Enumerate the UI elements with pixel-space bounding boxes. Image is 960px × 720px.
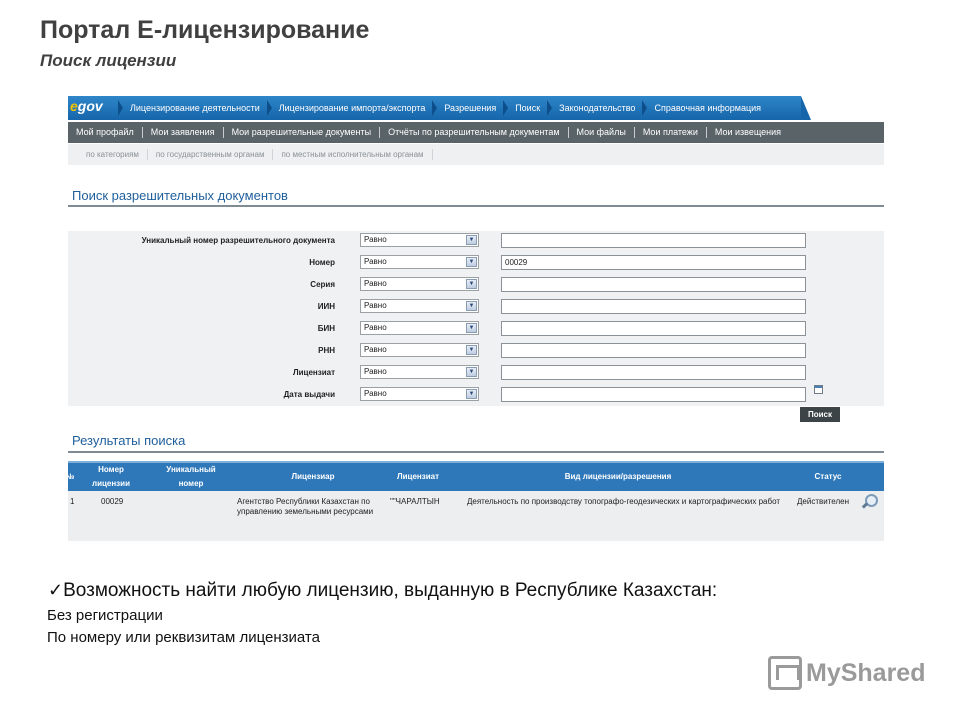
category-nav [68, 144, 884, 165]
top-nav-item-legislation[interactable]: Законодательство [547, 96, 642, 120]
form-label: ИИН [317, 302, 335, 311]
cat-nav-item-local-bodies[interactable]: по местным исполнительным органам [273, 149, 432, 160]
operator-select[interactable]: Равно ▼ [360, 233, 479, 247]
form-row-series [68, 275, 884, 297]
column-header-num: № [65, 472, 75, 481]
sub-nav-item-notices[interactable]: Мои извещения [714, 127, 782, 137]
form-row-number [68, 253, 884, 275]
egov-logo[interactable]: egov [70, 98, 103, 114]
column-header-license-number: Номер лицензии [91, 465, 130, 488]
cell-licensor: Агентство Республики Казахстан по управлению земельными ресурсами [237, 497, 374, 516]
column-header-licensee: Лицензиат [397, 472, 439, 481]
top-nav-item-reference[interactable]: Справочная информация [642, 96, 768, 120]
issue-date-input[interactable] [501, 387, 806, 402]
sub-nav [68, 122, 884, 143]
cell-license-number: 00029 [101, 497, 124, 506]
operator-select[interactable]: Равно ▼ [360, 365, 479, 379]
top-nav-item-search[interactable]: Поиск [503, 96, 547, 120]
form-row-bin [68, 319, 884, 341]
operator-select[interactable]: Равно ▼ [360, 321, 479, 335]
operator-select[interactable]: Равно ▼ [360, 277, 479, 291]
slide-subtitle: Поиск лицензии [40, 51, 177, 70]
operator-select[interactable]: Равно ▼ [360, 343, 479, 357]
divider [68, 205, 884, 207]
cell-num: 1 [70, 497, 75, 506]
column-header-unique-number: Уникальный номер [166, 465, 216, 488]
search-form [68, 231, 884, 406]
watermark-text: MyShared [806, 658, 926, 687]
operator-select[interactable]: Равно ▼ [360, 299, 479, 313]
sub-nav-item-reports[interactable]: Отчёты по разрешительным документам [380, 127, 568, 138]
chevron-down-icon[interactable]: ▼ [466, 257, 477, 267]
bullet-main: ✓Возможность найти любую лицензию, выданную в Республике Казахстан: [48, 580, 718, 601]
results-section-title: Результаты поиска [72, 433, 186, 448]
form-label: Серия [310, 280, 335, 289]
top-nav-item-permits[interactable]: Разрешения [432, 96, 503, 120]
series-input[interactable] [501, 277, 806, 292]
form-row-issue-date [68, 385, 884, 407]
sub-nav-item-files[interactable]: Мои файлы [569, 127, 635, 138]
chevron-down-icon[interactable]: ▼ [466, 367, 477, 377]
chevron-down-icon[interactable]: ▼ [466, 301, 477, 311]
chevron-down-icon[interactable]: ▼ [466, 345, 477, 355]
form-row-licensee [68, 363, 884, 385]
form-label: РНН [318, 346, 335, 355]
search-button[interactable]: Поиск [800, 407, 840, 422]
form-row-iin [68, 297, 884, 319]
column-header-status: Статус [814, 472, 842, 481]
table-row[interactable] [68, 491, 884, 541]
sub-nav-item-profile[interactable]: Мой профайл [68, 127, 143, 138]
sub-nav-item-permit-docs[interactable]: Мои разрешительные документы [224, 127, 381, 138]
chevron-down-icon[interactable]: ▼ [466, 323, 477, 333]
form-row-rnn [68, 341, 884, 363]
iin-input[interactable] [501, 299, 806, 314]
chevron-down-icon[interactable]: ▼ [466, 235, 477, 245]
portal-screenshot [65, 96, 884, 542]
form-row-unique-number [68, 231, 884, 253]
bullet-sub-1: Без регистрации [47, 607, 163, 624]
slide-title: Портал Е-лицензирование [40, 16, 370, 44]
column-header-licensor: Лицензиар [291, 472, 335, 481]
unique-number-input[interactable] [501, 233, 806, 248]
chevron-down-icon[interactable]: ▼ [466, 279, 477, 289]
checkmark-icon: ✓ [48, 580, 64, 600]
licensee-input[interactable] [501, 365, 806, 380]
form-label: Уникальный номер разрешительного документа [141, 236, 335, 245]
cell-type: Деятельность по производству топографо-геодезических и картографических работ [466, 497, 781, 506]
bullet-sub-2: По номеру или реквизитам лицензиата [47, 629, 320, 646]
cell-licensee: ""ЧАРАЛТЫН [390, 497, 440, 506]
top-nav-item-licensing[interactable]: Лицензирование деятельности [118, 96, 267, 120]
form-label: Дата выдачи [283, 390, 335, 399]
sub-nav-item-applications[interactable]: Мои заявления [143, 127, 224, 138]
column-header-type: Вид лицензии/разрешения [564, 472, 672, 481]
bin-input[interactable] [501, 321, 806, 336]
operator-select[interactable]: Равно ▼ [360, 387, 479, 401]
form-label: БИН [317, 324, 335, 333]
watermark [768, 656, 925, 690]
cat-nav-item-state-bodies[interactable]: по государственным органам [148, 149, 274, 160]
divider [68, 451, 884, 453]
myshared-logo-icon [768, 656, 802, 690]
rnn-input[interactable] [501, 343, 806, 358]
chevron-down-icon[interactable]: ▼ [466, 389, 477, 399]
cell-status: Действителен [797, 497, 850, 506]
search-section-title: Поиск разрешительных документов [72, 188, 288, 203]
operator-select[interactable]: Равно ▼ [360, 255, 479, 269]
number-input[interactable]: 00029 [501, 255, 806, 270]
view-details-icon[interactable] [861, 494, 877, 510]
cat-nav-item-categories[interactable]: по категориям [78, 149, 148, 160]
sub-nav-item-payments[interactable]: Мои платежи [635, 127, 707, 138]
top-nav-item-import-export[interactable]: Лицензирование импорта/экспорта [267, 96, 433, 120]
top-nav [68, 96, 801, 120]
form-label: Лицензиат [293, 368, 335, 377]
calendar-icon[interactable] [814, 385, 823, 394]
results-table-header [65, 461, 884, 491]
form-label: Номер [309, 258, 335, 267]
